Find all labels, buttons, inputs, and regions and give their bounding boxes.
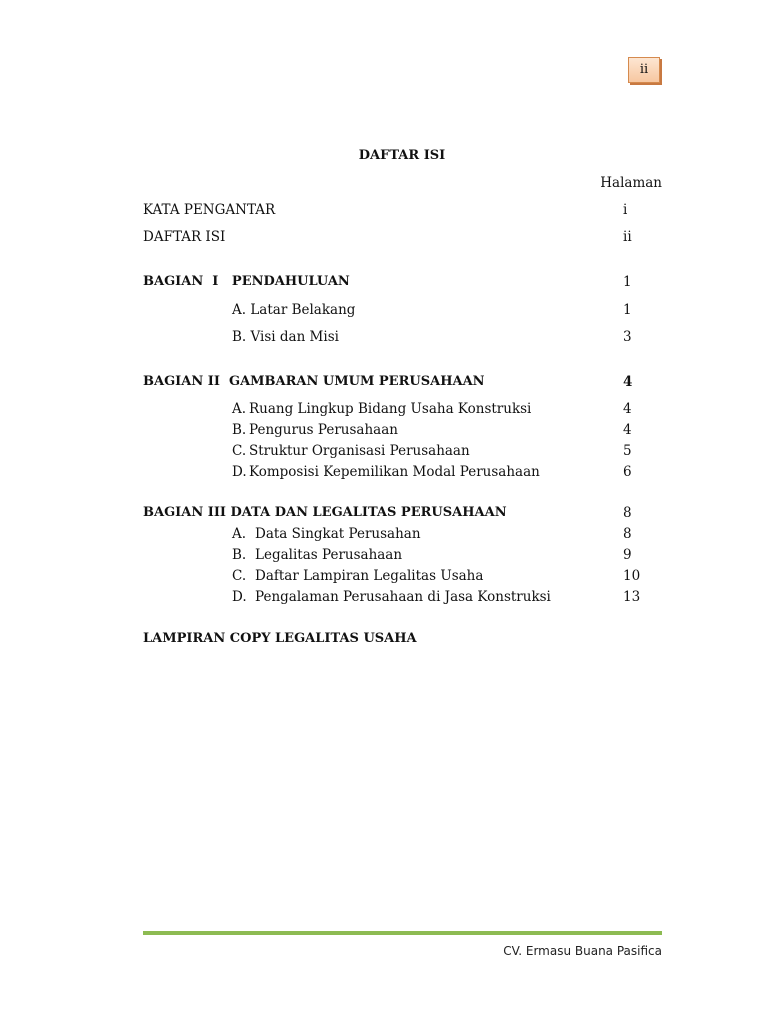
toc-row bbox=[143, 202, 663, 222]
toc-row bbox=[143, 422, 663, 442]
toc-row bbox=[143, 568, 663, 588]
toc-row bbox=[143, 329, 663, 349]
appendix-row bbox=[143, 631, 663, 651]
toc-entry-page: 13 bbox=[623, 589, 641, 605]
item-letter: B. bbox=[232, 329, 247, 345]
section-heading: BAGIAN I PENDAHULUAN bbox=[143, 274, 350, 289]
item-letter: A. bbox=[232, 401, 247, 417]
toc-entry-page: 10 bbox=[623, 568, 641, 584]
toc-entry-label: DAFTAR ISI bbox=[143, 229, 226, 245]
footer-rule bbox=[143, 931, 662, 935]
page-number-badge: ii bbox=[628, 57, 660, 83]
item-text: Struktur Organisasi Perusahaan bbox=[249, 443, 470, 459]
toc-row bbox=[143, 229, 663, 249]
section-heading-row bbox=[143, 505, 663, 525]
section-page: 8 bbox=[623, 505, 632, 521]
item-text: Visi dan Misi bbox=[250, 329, 339, 345]
section-heading: BAGIAN III DATA DAN LEGALITAS PERUSAHAAN bbox=[143, 505, 507, 520]
toc-row bbox=[143, 443, 663, 463]
toc-entry-page: 4 bbox=[623, 422, 632, 438]
item-letter: A. bbox=[232, 302, 247, 318]
page-column-header: Halaman bbox=[600, 175, 662, 191]
item-letter: B. bbox=[232, 547, 247, 563]
item-text: Pengurus Perusahaan bbox=[249, 422, 398, 438]
item-letter: D. bbox=[232, 589, 247, 605]
section-page: 4 bbox=[623, 374, 633, 390]
item-letter: C. bbox=[232, 568, 247, 584]
toc-entry-page: 6 bbox=[623, 464, 632, 480]
toc-row bbox=[143, 589, 663, 609]
toc-title: DAFTAR ISI bbox=[358, 148, 446, 163]
toc-entry-page: i bbox=[623, 202, 628, 218]
item-text: Pengalaman Perusahaan di Jasa Konstruksi bbox=[255, 589, 551, 605]
section-page: 1 bbox=[623, 274, 632, 290]
item-text: Ruang Lingkup Bidang Usaha Konstruksi bbox=[249, 401, 532, 417]
item-text: Legalitas Perusahaan bbox=[255, 547, 403, 563]
toc-entry-page: 9 bbox=[623, 547, 632, 563]
toc-entry-page: 1 bbox=[623, 302, 632, 318]
toc-row bbox=[143, 526, 663, 546]
toc-row bbox=[143, 302, 663, 322]
toc-row bbox=[143, 464, 663, 484]
toc-row bbox=[143, 547, 663, 567]
toc-entry-page: 5 bbox=[623, 443, 632, 459]
section-heading-row bbox=[143, 274, 663, 294]
item-letter: D. bbox=[232, 464, 247, 480]
toc-entry-page: 3 bbox=[623, 329, 632, 345]
toc-entry-page: ii bbox=[623, 229, 632, 245]
item-text: Daftar Lampiran Legalitas Usaha bbox=[255, 568, 484, 584]
item-text: Data Singkat Perusahan bbox=[255, 526, 421, 542]
toc-entry-label: KATA PENGANTAR bbox=[143, 202, 276, 218]
item-text: Latar Belakang bbox=[250, 302, 356, 318]
footer-company-name: CV. Ermasu Buana Pasifica bbox=[503, 944, 662, 958]
toc-entry-page: 4 bbox=[623, 401, 632, 417]
section-heading-row bbox=[143, 374, 663, 394]
item-text: Komposisi Kepemilikan Modal Perusahaan bbox=[249, 464, 540, 480]
item-letter: A. bbox=[232, 526, 247, 542]
toc-entry-page: 8 bbox=[623, 526, 632, 542]
toc-row bbox=[143, 401, 663, 421]
item-letter: B. bbox=[232, 422, 247, 438]
section-heading: BAGIAN II GAMBARAN UMUM PERUSAHAAN bbox=[143, 374, 485, 389]
appendix-heading: LAMPIRAN COPY LEGALITAS USAHA bbox=[143, 631, 417, 646]
item-letter: C. bbox=[232, 443, 247, 459]
